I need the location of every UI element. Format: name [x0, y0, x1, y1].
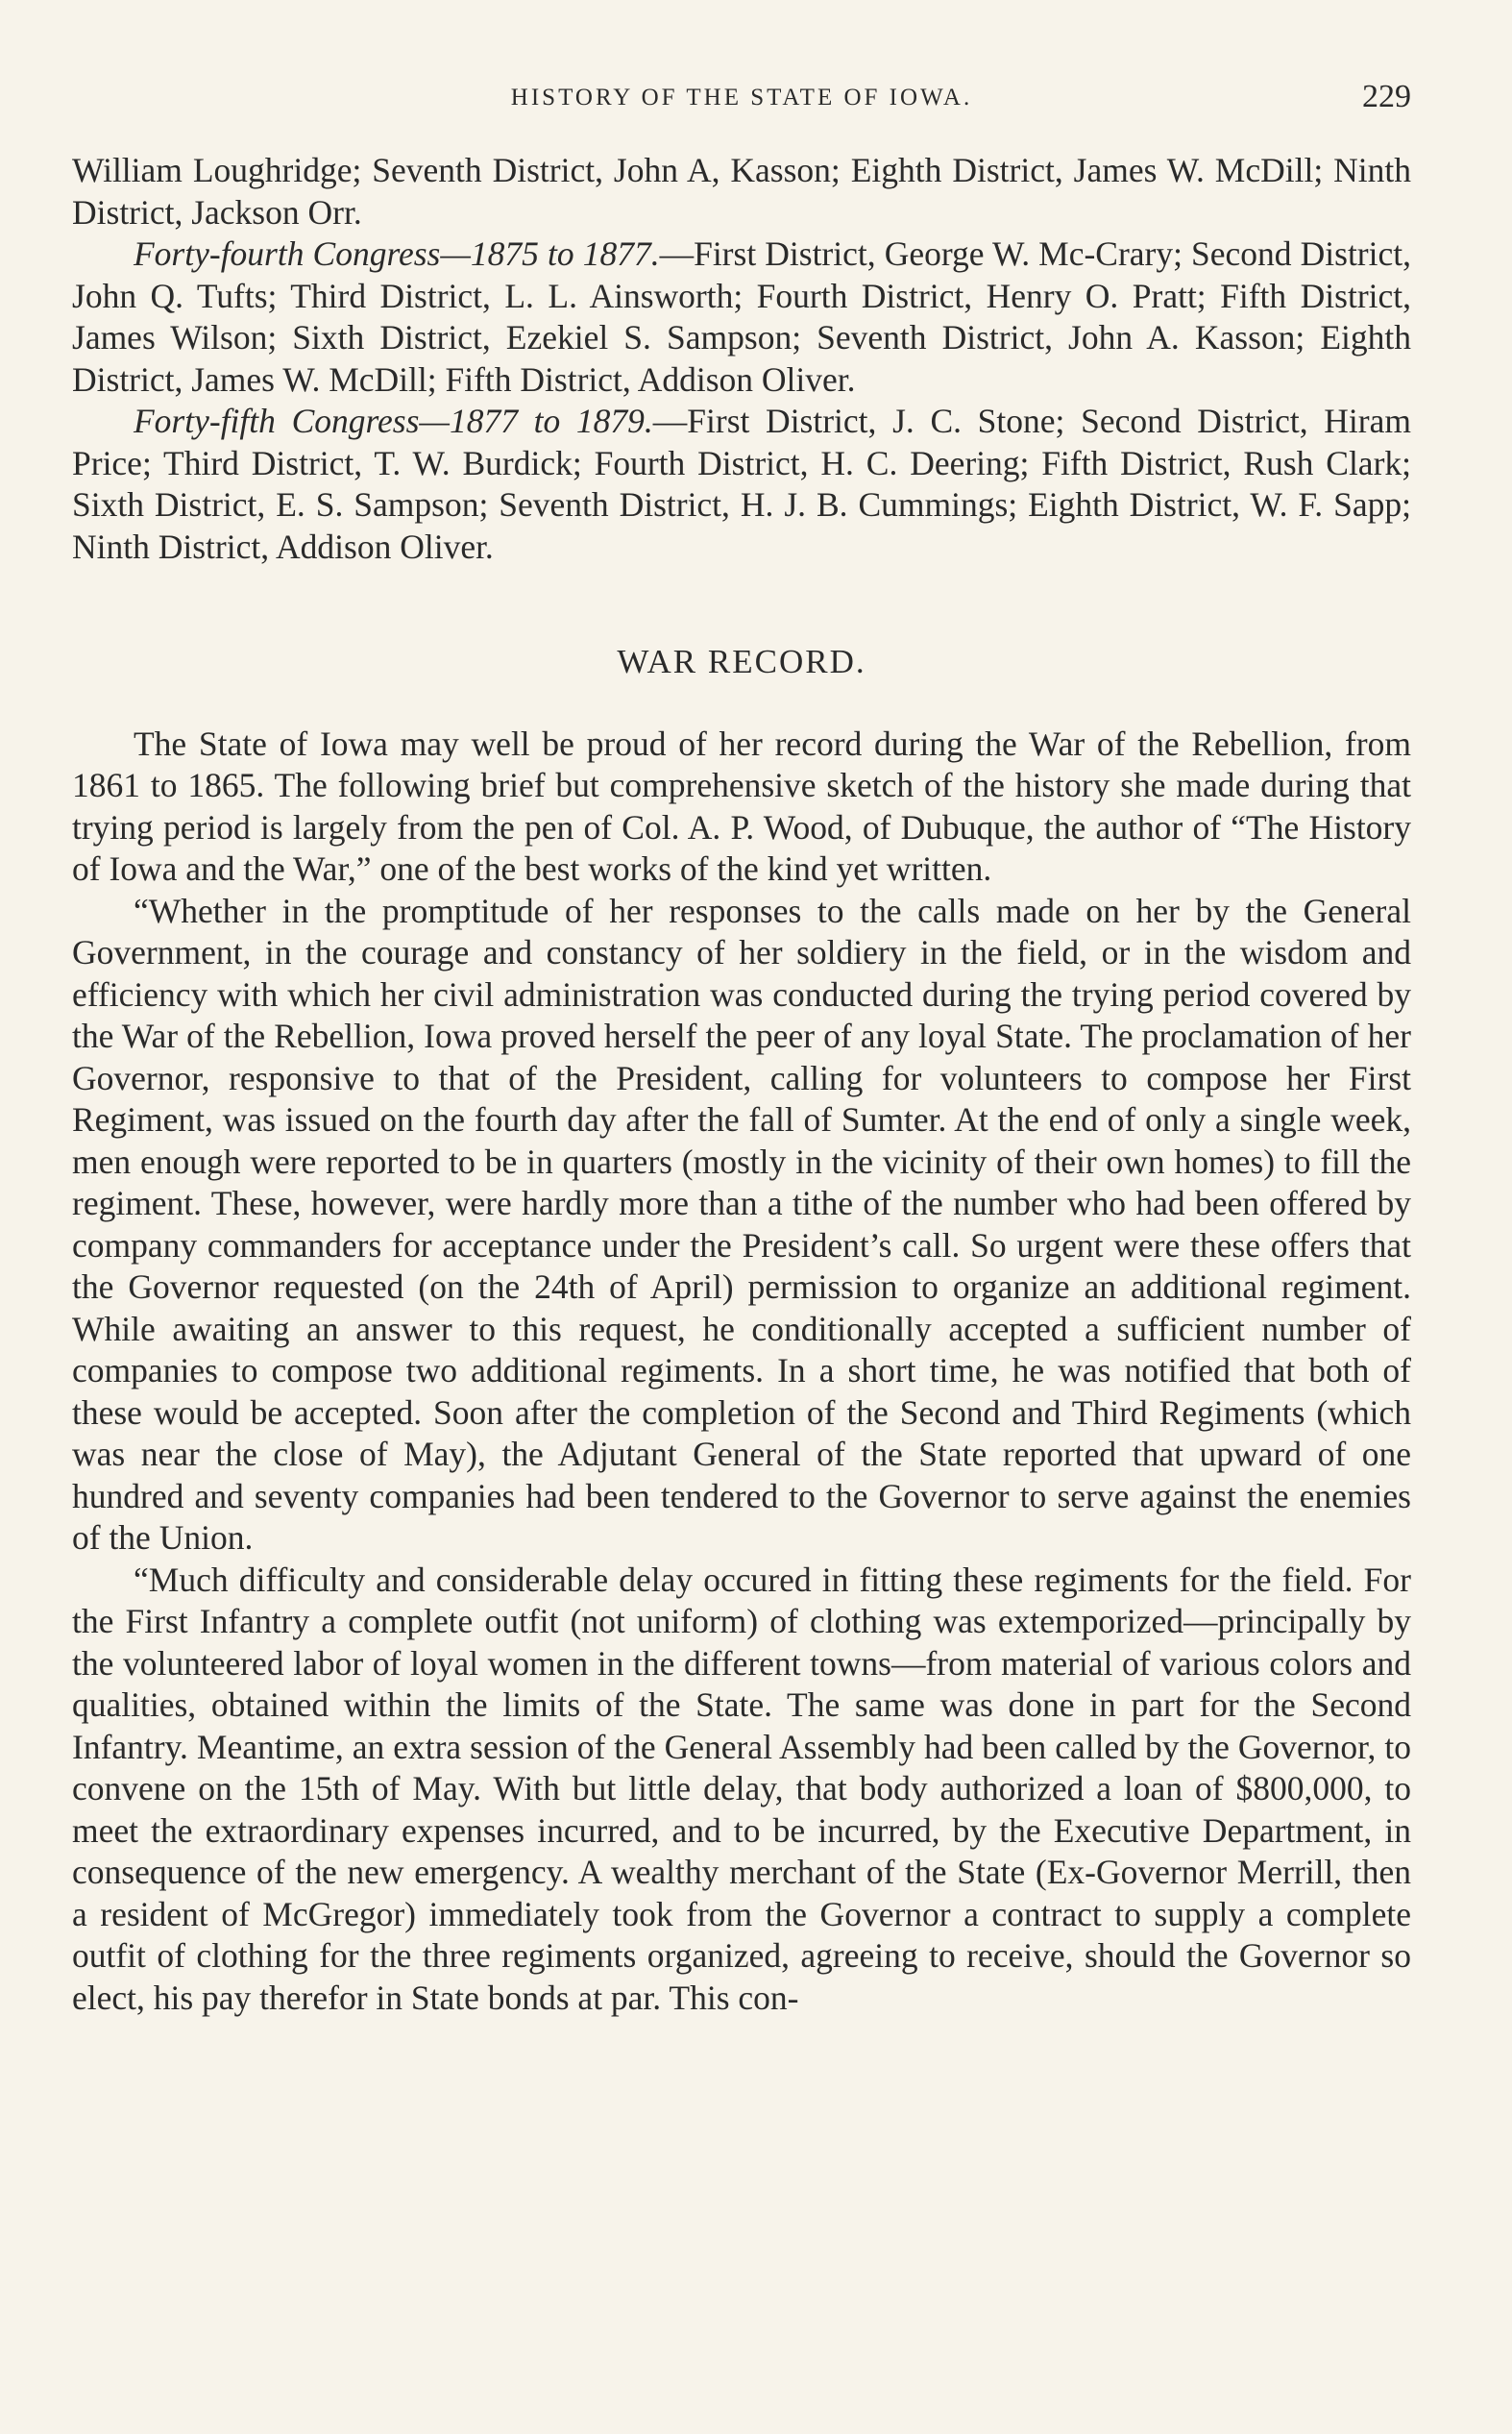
section-heading-war-record: WAR RECORD.	[617, 643, 866, 680]
running-header	[72, 79, 1411, 117]
congress-paragraph-45th	[72, 401, 1411, 568]
congress-heading-45th: Forty-fifth Congress—1877 to 1879.	[134, 402, 653, 440]
war-record-paragraph-3: “Much difficulty and considerable delay occured in fitting these regiments for the field. For the First Infantry a complete outfit (not uniform) of clothing was extemporized—principally by the volunteered labor of loyal women in the different towns—from material of various colors and qualities, obtained within the limits of the State. The same was done in part for the Second Infantry. Meantime, an extra session of the General Assembly had been called by the Governor, to convene on the 15th of May. With but little delay, that body authorized a loan of $800,000, to meet the extraordinary expenses incurred, and to be incurred, by the Executive Department, in consequence of the new emergency. A wealthy merchant of the State (Ex-Governor Merrill, then a resident of McGregor) immediately took from the Governor a contract to supply a complete outfit of clothing for the three regiments organized, agreeing to receive, should the Governor so elect, his pay therefor in State bonds at par. This con-	[72, 1560, 1411, 2017]
congress-body-45th: —First District, J. C. Stone; Second District, Hiram Price; Third District, T. W. Burdick; Fourth District, H. C. Deering; Fifth District, Rush Clark; Sixth District, E. S. Sampson; Seventh District, H. J. B. Cummings; Eighth District, W. F. Sapp; Ninth District, Addison Oliver.	[72, 402, 1411, 566]
war-record-paragraph-1: The State of Iowa may well be proud of her record during the War of the Rebellion, from 1861 to 1865. The following brief but comprehensive sketch of the history she made during that trying period is largely from the pen of Col. A. P. Wood, of Dubuque, the author of “The History of Iowa and the War,” one of the best works of the kind yet written.	[72, 724, 1411, 888]
running-title: HISTORY OF THE STATE OF IOWA.	[510, 85, 973, 111]
war-record-paragraph-2: “Whether in the promptitude of her responses to the calls made on her by the General Government, in the courage and constancy of her soldiery in the field, or in the wisdom and efficiency with which her civil administration was conducted during the trying period covered by the War of the Rebellion, Iowa proved herself the peer of any loyal State. The proclamation of her Governor, responsive to that of the President, calling for volunteers to compose her First Regiment, was issued on the fourth day after the fall of Sumter. At the end of only a single week, men enough were reported to be in quarters (mostly in the vicinity of their own homes) to fill the regiment. These, however, were hardly more than a tithe of the number who had been offered by company commanders for acceptance under the President’s call. So urgent were these offers that the Governor requested (on the 24th of April) permission to organize an additional regiment. While awaiting an answer to this request, he conditionally accepted a sufficient number of companies to compose two additional regiments. In a short time, he was notified that both of these would be accepted. Soon after the completion of the Second and Third Regiments (which was near the close of May), the Adjutant General of the State reported that upward of one hundred and seventy companies had been tendered to the Governor to serve against the enemies of the Union.	[72, 891, 1411, 1557]
body-text	[72, 150, 1411, 2019]
page-number: 229	[1362, 79, 1411, 114]
congress-paragraph-44th	[72, 234, 1411, 401]
congress-heading-44th: Forty-fourth Congress—1875 to 1877.	[134, 234, 660, 273]
congress-body-44th: —First District, George W. Mc-Crary; Second District, John Q. Tufts; Third District, L. L. Ainsworth; Fourth District, Henry O. Pratt; Fifth District, James Wilson; Sixth District, Ezekiel S. Sampson; Seventh District, John A. Kasson; Eighth District, James W. McDill; Fifth District, Addison Oliver.	[72, 234, 1411, 399]
congress-paragraph-continued: William Loughridge; Seventh District, John A, Kasson; Eighth District, James W. McDill; Ninth District, Jackson Orr.	[72, 151, 1411, 232]
